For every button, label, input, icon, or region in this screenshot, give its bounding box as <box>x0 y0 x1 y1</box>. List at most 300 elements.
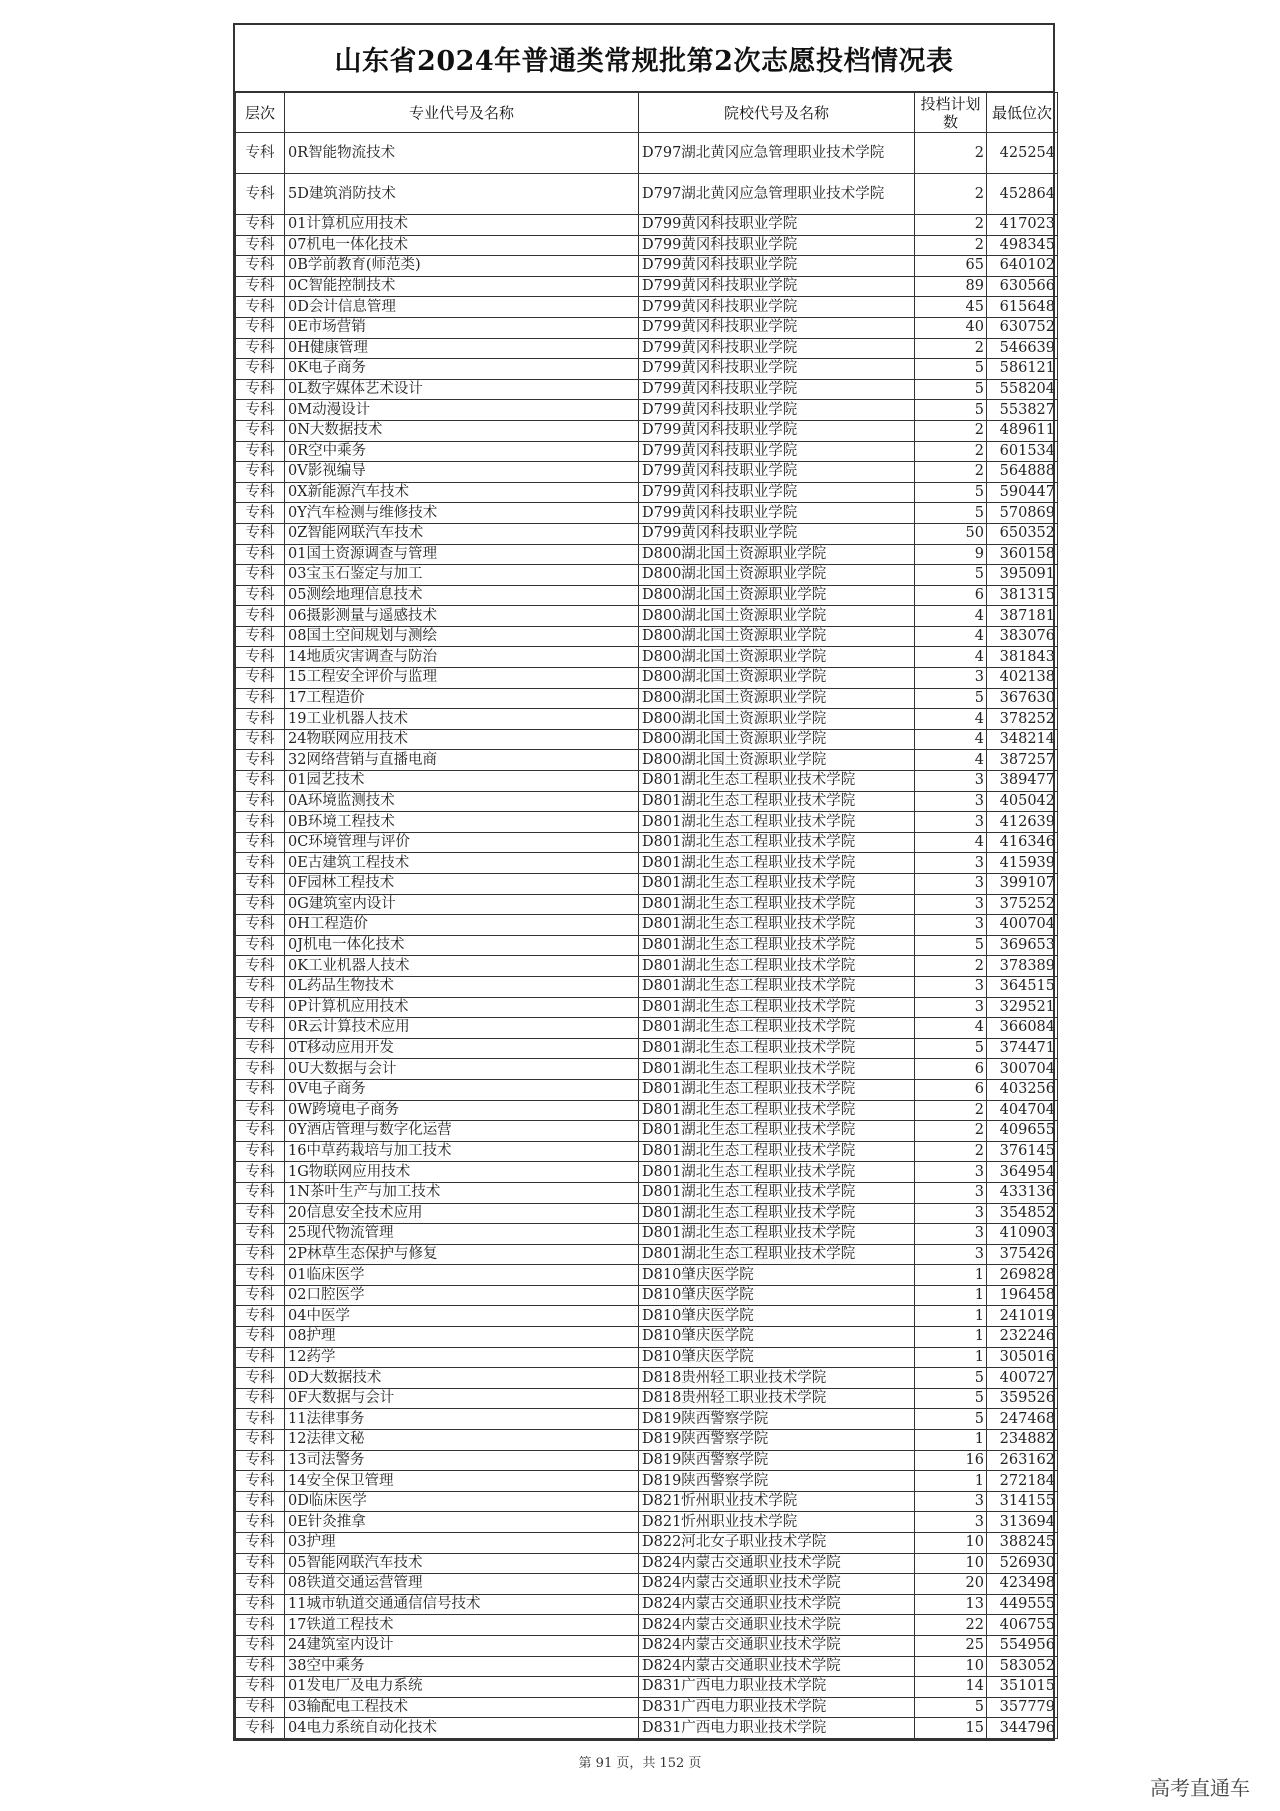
cell-plan-count: 1 <box>915 1327 987 1348</box>
cell-major: 0E古建筑工程技术 <box>285 853 639 874</box>
cell-level: 专科 <box>236 1594 285 1615</box>
cell-school: D819陕西警察学院 <box>639 1450 915 1471</box>
cell-major: 32网络营销与直播电商 <box>285 750 639 771</box>
cell-min-rank: 387181 <box>987 606 1058 627</box>
cell-school: D800湖北国土资源职业学院 <box>639 565 915 586</box>
watermark: 高考直通车 <box>1150 1776 1250 1800</box>
cell-school: D801湖北生态工程职业技术学院 <box>639 956 915 977</box>
cell-level: 专科 <box>236 709 285 730</box>
cell-min-rank: 410903 <box>987 1224 1058 1245</box>
cell-major: 38空中乘务 <box>285 1656 639 1677</box>
cell-plan-count: 10 <box>915 1656 987 1677</box>
cell-plan-count: 5 <box>915 565 987 586</box>
cell-school: D801湖北生态工程职业技术学院 <box>639 874 915 895</box>
table-row <box>236 688 1058 709</box>
cell-plan-count: 3 <box>915 1224 987 1245</box>
cell-level: 专科 <box>236 420 285 441</box>
cell-min-rank: 367630 <box>987 688 1058 709</box>
cell-min-rank: 489611 <box>987 420 1058 441</box>
cell-plan-count: 1 <box>915 1430 987 1451</box>
cell-plan-count: 5 <box>915 1697 987 1718</box>
cell-level: 专科 <box>236 750 285 771</box>
table-row <box>236 1285 1058 1306</box>
cell-min-rank: 526930 <box>987 1553 1058 1574</box>
cell-school: D801湖北生态工程职业技术学院 <box>639 1203 915 1224</box>
cell-min-rank: 406755 <box>987 1615 1058 1636</box>
cell-min-rank: 553827 <box>987 400 1058 421</box>
cell-level: 专科 <box>236 1141 285 1162</box>
cell-school: D799黄冈科技职业学院 <box>639 359 915 380</box>
cell-min-rank: 344796 <box>987 1718 1058 1739</box>
cell-school: D801湖北生态工程职业技术学院 <box>639 1224 915 1245</box>
cell-school: D800湖北国土资源职业学院 <box>639 709 915 730</box>
cell-plan-count: 4 <box>915 750 987 771</box>
table-row <box>236 1450 1058 1471</box>
table-row <box>236 729 1058 750</box>
cell-level: 专科 <box>236 1697 285 1718</box>
cell-major: 0R空中乘务 <box>285 441 639 462</box>
cell-major: 0L数字媒体艺术设计 <box>285 379 639 400</box>
cell-min-rank: 375426 <box>987 1244 1058 1265</box>
cell-level: 专科 <box>236 1533 285 1554</box>
cell-school: D799黄冈科技职业学院 <box>639 317 915 338</box>
table-row <box>236 1430 1058 1451</box>
cell-major: 01临床医学 <box>285 1265 639 1286</box>
table-row <box>236 791 1058 812</box>
cell-min-rank: 399107 <box>987 874 1058 895</box>
cell-min-rank: 452864 <box>987 174 1058 215</box>
cell-school: D800湖北国土资源职业学院 <box>639 750 915 771</box>
cell-level: 专科 <box>236 523 285 544</box>
cell-min-rank: 388245 <box>987 1533 1058 1554</box>
cell-level: 专科 <box>236 1409 285 1430</box>
cell-major: 0M动漫设计 <box>285 400 639 421</box>
cell-major: 0L药品生物技术 <box>285 976 639 997</box>
cell-plan-count: 45 <box>915 297 987 318</box>
table-row <box>236 1368 1058 1389</box>
cell-plan-count: 2 <box>915 462 987 483</box>
table-row <box>236 935 1058 956</box>
cell-major: 16中草药栽培与加工技术 <box>285 1141 639 1162</box>
cell-level: 专科 <box>236 606 285 627</box>
cell-level: 专科 <box>236 1203 285 1224</box>
cell-school: D801湖北生态工程职业技术学院 <box>639 894 915 915</box>
cell-min-rank: 564888 <box>987 462 1058 483</box>
cell-plan-count: 5 <box>915 1388 987 1409</box>
header-plan-count: 投档计划数 <box>915 93 987 133</box>
cell-major: 0V影视编导 <box>285 462 639 483</box>
cell-school: D819陕西警察学院 <box>639 1471 915 1492</box>
cell-plan-count: 1 <box>915 1265 987 1286</box>
cell-plan-count: 3 <box>915 1182 987 1203</box>
cell-major: 0W跨境电子商务 <box>285 1100 639 1121</box>
cell-min-rank: 366084 <box>987 1018 1058 1039</box>
cell-school: D810肇庆医学院 <box>639 1285 915 1306</box>
cell-school: D801湖北生态工程职业技术学院 <box>639 832 915 853</box>
header-min-rank: 最低位次 <box>987 93 1058 133</box>
cell-major: 0B学前教育(师范类) <box>285 256 639 277</box>
cell-school: D818贵州轻工职业技术学院 <box>639 1368 915 1389</box>
cell-plan-count: 9 <box>915 544 987 565</box>
cell-min-rank: 387257 <box>987 750 1058 771</box>
cell-plan-count: 5 <box>915 359 987 380</box>
cell-level: 专科 <box>236 1265 285 1286</box>
table-row <box>236 894 1058 915</box>
cell-major: 0K工业机器人技术 <box>285 956 639 977</box>
cell-min-rank: 364954 <box>987 1162 1058 1183</box>
table-row <box>236 1203 1058 1224</box>
cell-major: 0E针灸推拿 <box>285 1512 639 1533</box>
cell-min-rank: 417023 <box>987 215 1058 236</box>
cell-level: 专科 <box>236 235 285 256</box>
cell-major: 14地质灾害调查与防治 <box>285 647 639 668</box>
table-row <box>236 1224 1058 1245</box>
cell-level: 专科 <box>236 1285 285 1306</box>
table-row <box>236 1100 1058 1121</box>
cell-school: D801湖北生态工程职业技术学院 <box>639 771 915 792</box>
cell-min-rank: 381315 <box>987 585 1058 606</box>
cell-level: 专科 <box>236 379 285 400</box>
table-row <box>236 256 1058 277</box>
cell-major: 02口腔医学 <box>285 1285 639 1306</box>
cell-level: 专科 <box>236 1327 285 1348</box>
cell-plan-count: 4 <box>915 709 987 730</box>
table-row <box>236 585 1058 606</box>
cell-min-rank: 615648 <box>987 297 1058 318</box>
cell-level: 专科 <box>236 1491 285 1512</box>
cell-plan-count: 10 <box>915 1533 987 1554</box>
cell-major: 0N大数据技术 <box>285 420 639 441</box>
cell-school: D801湖北生态工程职业技术学院 <box>639 1162 915 1183</box>
cell-level: 专科 <box>236 976 285 997</box>
cell-major: 08铁道交通运营管理 <box>285 1574 639 1595</box>
cell-level: 专科 <box>236 1450 285 1471</box>
cell-school: D810肇庆医学院 <box>639 1265 915 1286</box>
cell-major: 01园艺技术 <box>285 771 639 792</box>
cell-plan-count: 2 <box>915 1100 987 1121</box>
cell-major: 03宝玉石鉴定与加工 <box>285 565 639 586</box>
cell-min-rank: 601534 <box>987 441 1058 462</box>
cell-major: 25现代物流管理 <box>285 1224 639 1245</box>
table-row <box>236 400 1058 421</box>
cell-level: 专科 <box>236 729 285 750</box>
cell-plan-count: 15 <box>915 1718 987 1739</box>
cell-level: 专科 <box>236 1388 285 1409</box>
cell-major: 0B环境工程技术 <box>285 812 639 833</box>
cell-min-rank: 376145 <box>987 1141 1058 1162</box>
cell-level: 专科 <box>236 1553 285 1574</box>
cell-plan-count: 3 <box>915 771 987 792</box>
cell-level: 专科 <box>236 1512 285 1533</box>
cell-school: D821忻州职业技术学院 <box>639 1491 915 1512</box>
cell-level: 专科 <box>236 853 285 874</box>
cell-school: D801湖北生态工程职业技术学院 <box>639 1141 915 1162</box>
cell-school: D800湖北国土资源职业学院 <box>639 668 915 689</box>
cell-school: D801湖北生态工程职业技术学院 <box>639 1079 915 1100</box>
cell-school: D799黄冈科技职业学院 <box>639 523 915 544</box>
cell-level: 专科 <box>236 956 285 977</box>
cell-min-rank: 300704 <box>987 1059 1058 1080</box>
cell-major: 0R智能物流技术 <box>285 133 639 174</box>
cell-school: D801湖北生态工程职业技术学院 <box>639 935 915 956</box>
cell-level: 专科 <box>236 1100 285 1121</box>
cell-major: 17铁道工程技术 <box>285 1615 639 1636</box>
cell-plan-count: 16 <box>915 1450 987 1471</box>
cell-major: 01国土资源调查与管理 <box>285 544 639 565</box>
cell-level: 专科 <box>236 482 285 503</box>
cell-plan-count: 3 <box>915 853 987 874</box>
table-row <box>236 482 1058 503</box>
cell-major: 24建筑室内设计 <box>285 1635 639 1656</box>
table-row <box>236 523 1058 544</box>
cell-level: 专科 <box>236 544 285 565</box>
cell-min-rank: 404704 <box>987 1100 1058 1121</box>
cell-major: 12药学 <box>285 1347 639 1368</box>
cell-school: D801湖北生态工程职业技术学院 <box>639 976 915 997</box>
cell-school: D824内蒙古交通职业技术学院 <box>639 1574 915 1595</box>
cell-major: 06摄影测量与遥感技术 <box>285 606 639 627</box>
cell-level: 专科 <box>236 1038 285 1059</box>
cell-min-rank: 405042 <box>987 791 1058 812</box>
cell-major: 0J机电一体化技术 <box>285 935 639 956</box>
cell-plan-count: 89 <box>915 276 987 297</box>
cell-major: 0V电子商务 <box>285 1079 639 1100</box>
cell-min-rank: 449555 <box>987 1594 1058 1615</box>
table-row <box>236 915 1058 936</box>
cell-plan-count: 20 <box>915 1574 987 1595</box>
table-row <box>236 812 1058 833</box>
table-row <box>236 359 1058 380</box>
cell-school: D800湖北国土资源职业学院 <box>639 729 915 750</box>
table-row <box>236 1697 1058 1718</box>
cell-school: D799黄冈科技职业学院 <box>639 400 915 421</box>
cell-major: 0Z智能网联汽车技术 <box>285 523 639 544</box>
cell-min-rank: 433136 <box>987 1182 1058 1203</box>
table-row <box>236 1018 1058 1039</box>
cell-school: D800湖北国土资源职业学院 <box>639 647 915 668</box>
cell-min-rank: 232246 <box>987 1327 1058 1348</box>
cell-plan-count: 3 <box>915 915 987 936</box>
cell-major: 04电力系统自动化技术 <box>285 1718 639 1739</box>
cell-school: D822河北女子职业技术学院 <box>639 1533 915 1554</box>
cell-plan-count: 3 <box>915 668 987 689</box>
cell-school: D824内蒙古交通职业技术学院 <box>639 1656 915 1677</box>
cell-plan-count: 1 <box>915 1285 987 1306</box>
table-row <box>236 956 1058 977</box>
cell-plan-count: 4 <box>915 832 987 853</box>
cell-major: 01计算机应用技术 <box>285 215 639 236</box>
table-row <box>236 338 1058 359</box>
cell-school: D799黄冈科技职业学院 <box>639 235 915 256</box>
cell-min-rank: 313694 <box>987 1512 1058 1533</box>
cell-min-rank: 378252 <box>987 709 1058 730</box>
cell-plan-count: 3 <box>915 976 987 997</box>
cell-major: 05智能网联汽车技术 <box>285 1553 639 1574</box>
cell-school: D801湖北生态工程职业技术学院 <box>639 1018 915 1039</box>
table-row <box>236 1038 1058 1059</box>
cell-major: 1G物联网应用技术 <box>285 1162 639 1183</box>
cell-major: 07机电一体化技术 <box>285 235 639 256</box>
cell-min-rank: 400704 <box>987 915 1058 936</box>
cell-min-rank: 403256 <box>987 1079 1058 1100</box>
cell-min-rank: 272184 <box>987 1471 1058 1492</box>
cell-major: 08国土空间规划与测绘 <box>285 626 639 647</box>
cell-level: 专科 <box>236 462 285 483</box>
cell-level: 专科 <box>236 894 285 915</box>
cell-plan-count: 5 <box>915 1368 987 1389</box>
table-row <box>236 544 1058 565</box>
table-row <box>236 235 1058 256</box>
table-row <box>236 1553 1058 1574</box>
table-row <box>236 874 1058 895</box>
cell-plan-count: 1 <box>915 1347 987 1368</box>
table-body <box>236 133 1058 1739</box>
cell-major: 0H工程造价 <box>285 915 639 936</box>
cell-plan-count: 5 <box>915 503 987 524</box>
cell-plan-count: 6 <box>915 585 987 606</box>
cell-major: 0X新能源汽车技术 <box>285 482 639 503</box>
cell-school: D824内蒙古交通职业技术学院 <box>639 1615 915 1636</box>
cell-min-rank: 558204 <box>987 379 1058 400</box>
cell-plan-count: 2 <box>915 133 987 174</box>
table-row <box>236 771 1058 792</box>
cell-level: 专科 <box>236 1347 285 1368</box>
table-row <box>236 1471 1058 1492</box>
cell-min-rank: 423498 <box>987 1574 1058 1595</box>
cell-school: D799黄冈科技职业学院 <box>639 482 915 503</box>
table-row <box>236 1079 1058 1100</box>
cell-min-rank: 554956 <box>987 1635 1058 1656</box>
table-row <box>236 1059 1058 1080</box>
cell-school: D801湖北生态工程职业技术学院 <box>639 1038 915 1059</box>
header-school: 院校代号及名称 <box>639 93 915 133</box>
cell-level: 专科 <box>236 1224 285 1245</box>
cell-major: 11法律事务 <box>285 1409 639 1430</box>
cell-plan-count: 2 <box>915 174 987 215</box>
cell-level: 专科 <box>236 317 285 338</box>
cell-plan-count: 3 <box>915 1512 987 1533</box>
cell-min-rank: 570869 <box>987 503 1058 524</box>
table-row <box>236 1347 1058 1368</box>
cell-min-rank: 351015 <box>987 1677 1058 1698</box>
cell-min-rank: 590447 <box>987 482 1058 503</box>
cell-major: 0U大数据与会计 <box>285 1059 639 1080</box>
cell-school: D801湖北生态工程职业技术学院 <box>639 1059 915 1080</box>
cell-major: 0C智能控制技术 <box>285 276 639 297</box>
cell-major: 08护理 <box>285 1327 639 1348</box>
cell-major: 0K电子商务 <box>285 359 639 380</box>
cell-school: D818贵州轻工职业技术学院 <box>639 1388 915 1409</box>
cell-level: 专科 <box>236 1244 285 1265</box>
cell-major: 13司法警务 <box>285 1450 639 1471</box>
cell-plan-count: 3 <box>915 1162 987 1183</box>
cell-school: D800湖北国土资源职业学院 <box>639 688 915 709</box>
cell-plan-count: 4 <box>915 606 987 627</box>
cell-level: 专科 <box>236 276 285 297</box>
cell-major: 0D会计信息管理 <box>285 297 639 318</box>
cell-min-rank: 196458 <box>987 1285 1058 1306</box>
table-row <box>236 626 1058 647</box>
cell-level: 专科 <box>236 1018 285 1039</box>
cell-level: 专科 <box>236 359 285 380</box>
cell-level: 专科 <box>236 1471 285 1492</box>
table-row <box>236 1512 1058 1533</box>
header-major: 专业代号及名称 <box>285 93 639 133</box>
cell-school: D810肇庆医学院 <box>639 1327 915 1348</box>
cell-school: D824内蒙古交通职业技术学院 <box>639 1635 915 1656</box>
cell-level: 专科 <box>236 771 285 792</box>
cell-min-rank: 630566 <box>987 276 1058 297</box>
cell-plan-count: 6 <box>915 1079 987 1100</box>
cell-plan-count: 4 <box>915 729 987 750</box>
cell-plan-count: 10 <box>915 1553 987 1574</box>
cell-school: D810肇庆医学院 <box>639 1306 915 1327</box>
cell-school: D799黄冈科技职业学院 <box>639 379 915 400</box>
table-row <box>236 1615 1058 1636</box>
cell-plan-count: 1 <box>915 1306 987 1327</box>
cell-min-rank: 630752 <box>987 317 1058 338</box>
cell-min-rank: 375252 <box>987 894 1058 915</box>
cell-min-rank: 360158 <box>987 544 1058 565</box>
cell-major: 5D建筑消防技术 <box>285 174 639 215</box>
cell-min-rank: 400727 <box>987 1368 1058 1389</box>
table-row <box>236 379 1058 400</box>
cell-plan-count: 4 <box>915 647 987 668</box>
table-row <box>236 1244 1058 1265</box>
cell-school: D801湖北生态工程职业技术学院 <box>639 791 915 812</box>
cell-school: D824内蒙古交通职业技术学院 <box>639 1553 915 1574</box>
cell-major: 0C环境管理与评价 <box>285 832 639 853</box>
cell-level: 专科 <box>236 1718 285 1739</box>
cell-plan-count: 22 <box>915 1615 987 1636</box>
cell-level: 专科 <box>236 915 285 936</box>
cell-school: D800湖北国土资源职业学院 <box>639 626 915 647</box>
cell-major: 0Y酒店管理与数字化运营 <box>285 1121 639 1142</box>
cell-major: 19工业机器人技术 <box>285 709 639 730</box>
cell-level: 专科 <box>236 688 285 709</box>
cell-school: D800湖北国土资源职业学院 <box>639 544 915 565</box>
cell-major: 01发电厂及电力系统 <box>285 1677 639 1698</box>
table-row <box>236 441 1058 462</box>
cell-min-rank: 378389 <box>987 956 1058 977</box>
cell-major: 03护理 <box>285 1533 639 1554</box>
cell-min-rank: 640102 <box>987 256 1058 277</box>
cell-min-rank: 269828 <box>987 1265 1058 1286</box>
cell-level: 专科 <box>236 400 285 421</box>
cell-major: 24物联网应用技术 <box>285 729 639 750</box>
cell-plan-count: 2 <box>915 215 987 236</box>
cell-plan-count: 5 <box>915 688 987 709</box>
cell-min-rank: 354852 <box>987 1203 1058 1224</box>
cell-level: 专科 <box>236 1635 285 1656</box>
cell-school: D797湖北黄冈应急管理职业技术学院 <box>639 174 915 215</box>
cell-min-rank: 498345 <box>987 235 1058 256</box>
cell-level: 专科 <box>236 626 285 647</box>
table-row <box>236 668 1058 689</box>
cell-plan-count: 5 <box>915 379 987 400</box>
table-row <box>236 647 1058 668</box>
cell-min-rank: 357779 <box>987 1697 1058 1718</box>
header-level: 层次 <box>236 93 285 133</box>
cell-major: 0P计算机应用技术 <box>285 997 639 1018</box>
table-row <box>236 1121 1058 1142</box>
table-row <box>236 215 1058 236</box>
cell-min-rank: 241019 <box>987 1306 1058 1327</box>
cell-school: D797湖北黄冈应急管理职业技术学院 <box>639 133 915 174</box>
table-row <box>236 1306 1058 1327</box>
cell-level: 专科 <box>236 668 285 689</box>
cell-level: 专科 <box>236 1430 285 1451</box>
